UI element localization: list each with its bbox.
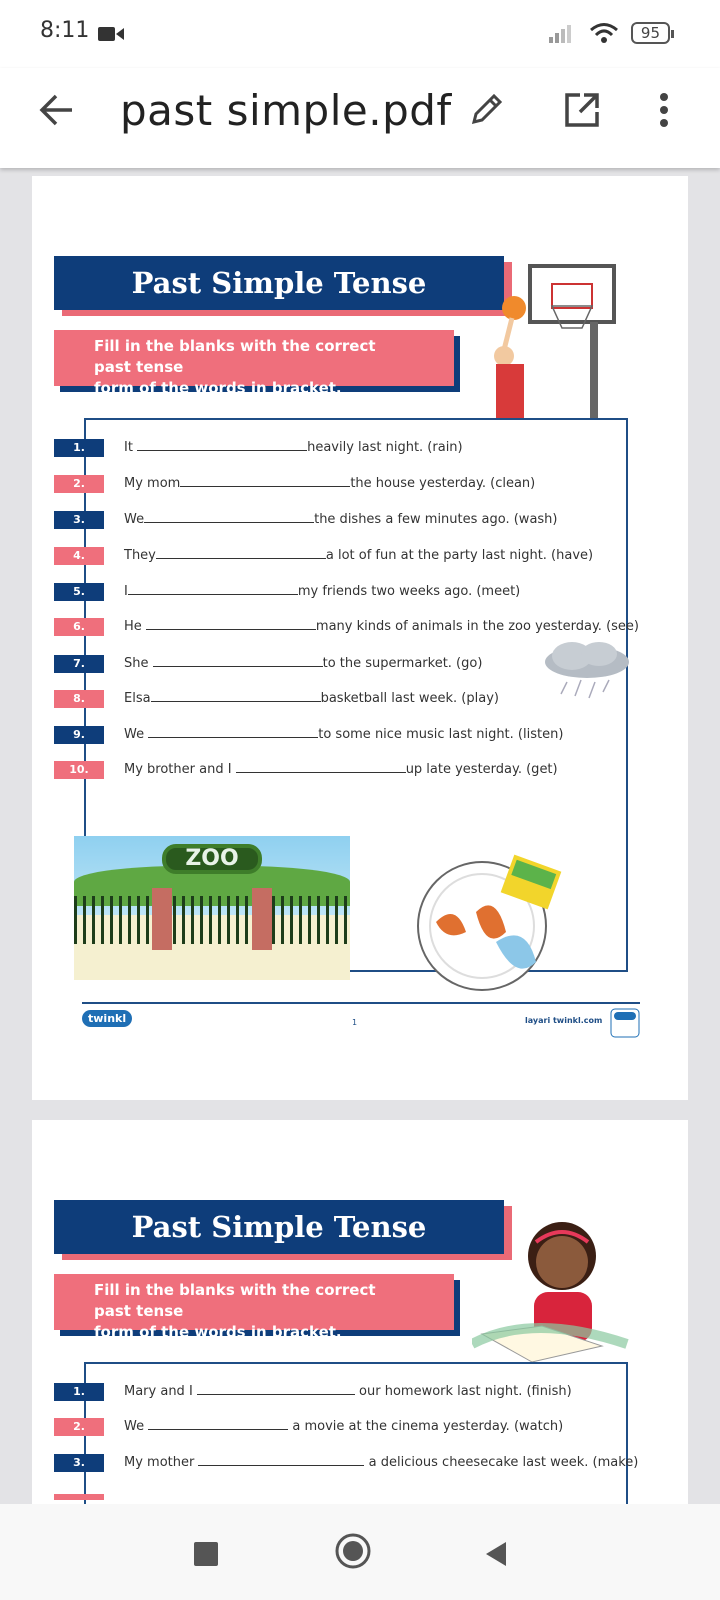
more-options-icon[interactable] <box>644 90 684 130</box>
answer-blank[interactable] <box>137 439 307 451</box>
list-item: 10. <box>54 761 104 779</box>
answer-blank[interactable] <box>146 618 316 630</box>
list-item: 2. <box>54 1418 104 1436</box>
page-footer <box>82 1002 640 1042</box>
status-time: 8:11 <box>40 18 90 43</box>
sentence: My brother and I up late yesterday. (get) <box>124 762 558 777</box>
answer-blank[interactable] <box>148 726 318 738</box>
sentence: They a lot of fun at the party last night. (have) <box>124 548 594 563</box>
answer-blank[interactable] <box>180 475 350 487</box>
answer-blank[interactable] <box>197 1383 355 1395</box>
answer-blank[interactable] <box>144 511 314 523</box>
instruction-box: Fill in the blanks with the correct past tense form of the words in bracket. <box>54 1274 454 1330</box>
status-bar <box>0 0 720 68</box>
video-camera-icon <box>98 26 124 42</box>
answer-blank[interactable] <box>148 1418 288 1430</box>
sentence: Elsa basketball last week. (play) <box>124 691 499 706</box>
page-number: 1 <box>352 1018 358 1027</box>
list-item: 5. <box>54 583 104 601</box>
home-icon[interactable] <box>334 1532 372 1570</box>
back-triangle-icon[interactable] <box>484 1540 508 1568</box>
signal-icon <box>549 23 577 43</box>
list-item: 8. <box>54 690 104 708</box>
worksheet-banner: Past Simple Tense <box>54 256 504 310</box>
basketball-player-illustration <box>482 260 632 420</box>
list-item: 3. <box>54 511 104 529</box>
list-item: 1. <box>54 1383 104 1401</box>
rain-cloud-illustration <box>537 640 637 706</box>
instruction-box: Fill in the blanks with the correct past tense form of the words in bracket. <box>54 330 454 386</box>
quality-badge-icon <box>610 1008 640 1038</box>
list-item: 6. <box>54 618 104 636</box>
list-item: 3. <box>54 1454 104 1472</box>
sentence: My mom the house yesterday. (clean) <box>124 476 536 491</box>
footer-url: layari twinkl.com <box>525 1016 603 1025</box>
back-arrow-icon[interactable] <box>36 90 76 130</box>
list-item: 1. <box>54 439 104 457</box>
pdf-page-2 <box>32 1120 688 1504</box>
twinkl-logo: twinkl <box>82 1010 132 1027</box>
sentence: It heavily last night. (rain) <box>124 440 463 455</box>
answer-blank[interactable] <box>236 761 406 773</box>
sentence: Mary and I our homework last night. (finish) <box>124 1384 572 1399</box>
list-item: 9. <box>54 726 104 744</box>
list-item: 4. <box>54 547 104 565</box>
answer-blank[interactable] <box>198 1454 364 1466</box>
zoo-illustration <box>74 836 350 980</box>
battery-indicator: 95 <box>631 22 670 44</box>
system-nav-bar <box>0 1504 720 1600</box>
washing-dish-illustration <box>416 852 572 992</box>
answer-blank[interactable] <box>151 690 321 702</box>
sentence: He many kinds of animals in the zoo yesterday. (see) <box>124 619 639 634</box>
open-external-icon[interactable] <box>562 90 602 130</box>
girl-writing-illustration <box>472 1216 632 1366</box>
zoo-sign: ZOO <box>162 844 262 874</box>
sentence: We the dishes a few minutes ago. (wash) <box>124 512 558 527</box>
pdf-viewer[interactable] <box>0 168 720 1504</box>
worksheet-banner: Past Simple Tense <box>54 1200 504 1254</box>
document-title: past simple.pdf <box>120 86 452 135</box>
wifi-icon <box>589 22 619 44</box>
pdf-page-1 <box>32 176 688 1100</box>
sentence: My mother a delicious cheesecake last week. (make) <box>124 1455 639 1470</box>
app-bar <box>0 68 720 168</box>
recent-apps-icon[interactable] <box>194 1542 218 1566</box>
answer-blank[interactable] <box>153 655 323 667</box>
sentence: We a movie at the cinema yesterday. (watch) <box>124 1419 564 1434</box>
list-item: 2. <box>54 475 104 493</box>
list-item: 7. <box>54 655 104 673</box>
list-item <box>54 1488 104 1504</box>
sentence: We to some nice music last night. (listen) <box>124 727 564 742</box>
answer-blank[interactable] <box>128 583 298 595</box>
sentence: She to the supermarket. (go) <box>124 656 483 671</box>
answer-blank[interactable] <box>156 547 326 559</box>
edit-pencil-icon[interactable] <box>466 90 506 130</box>
sentence: I my friends two weeks ago. (meet) <box>124 584 521 599</box>
